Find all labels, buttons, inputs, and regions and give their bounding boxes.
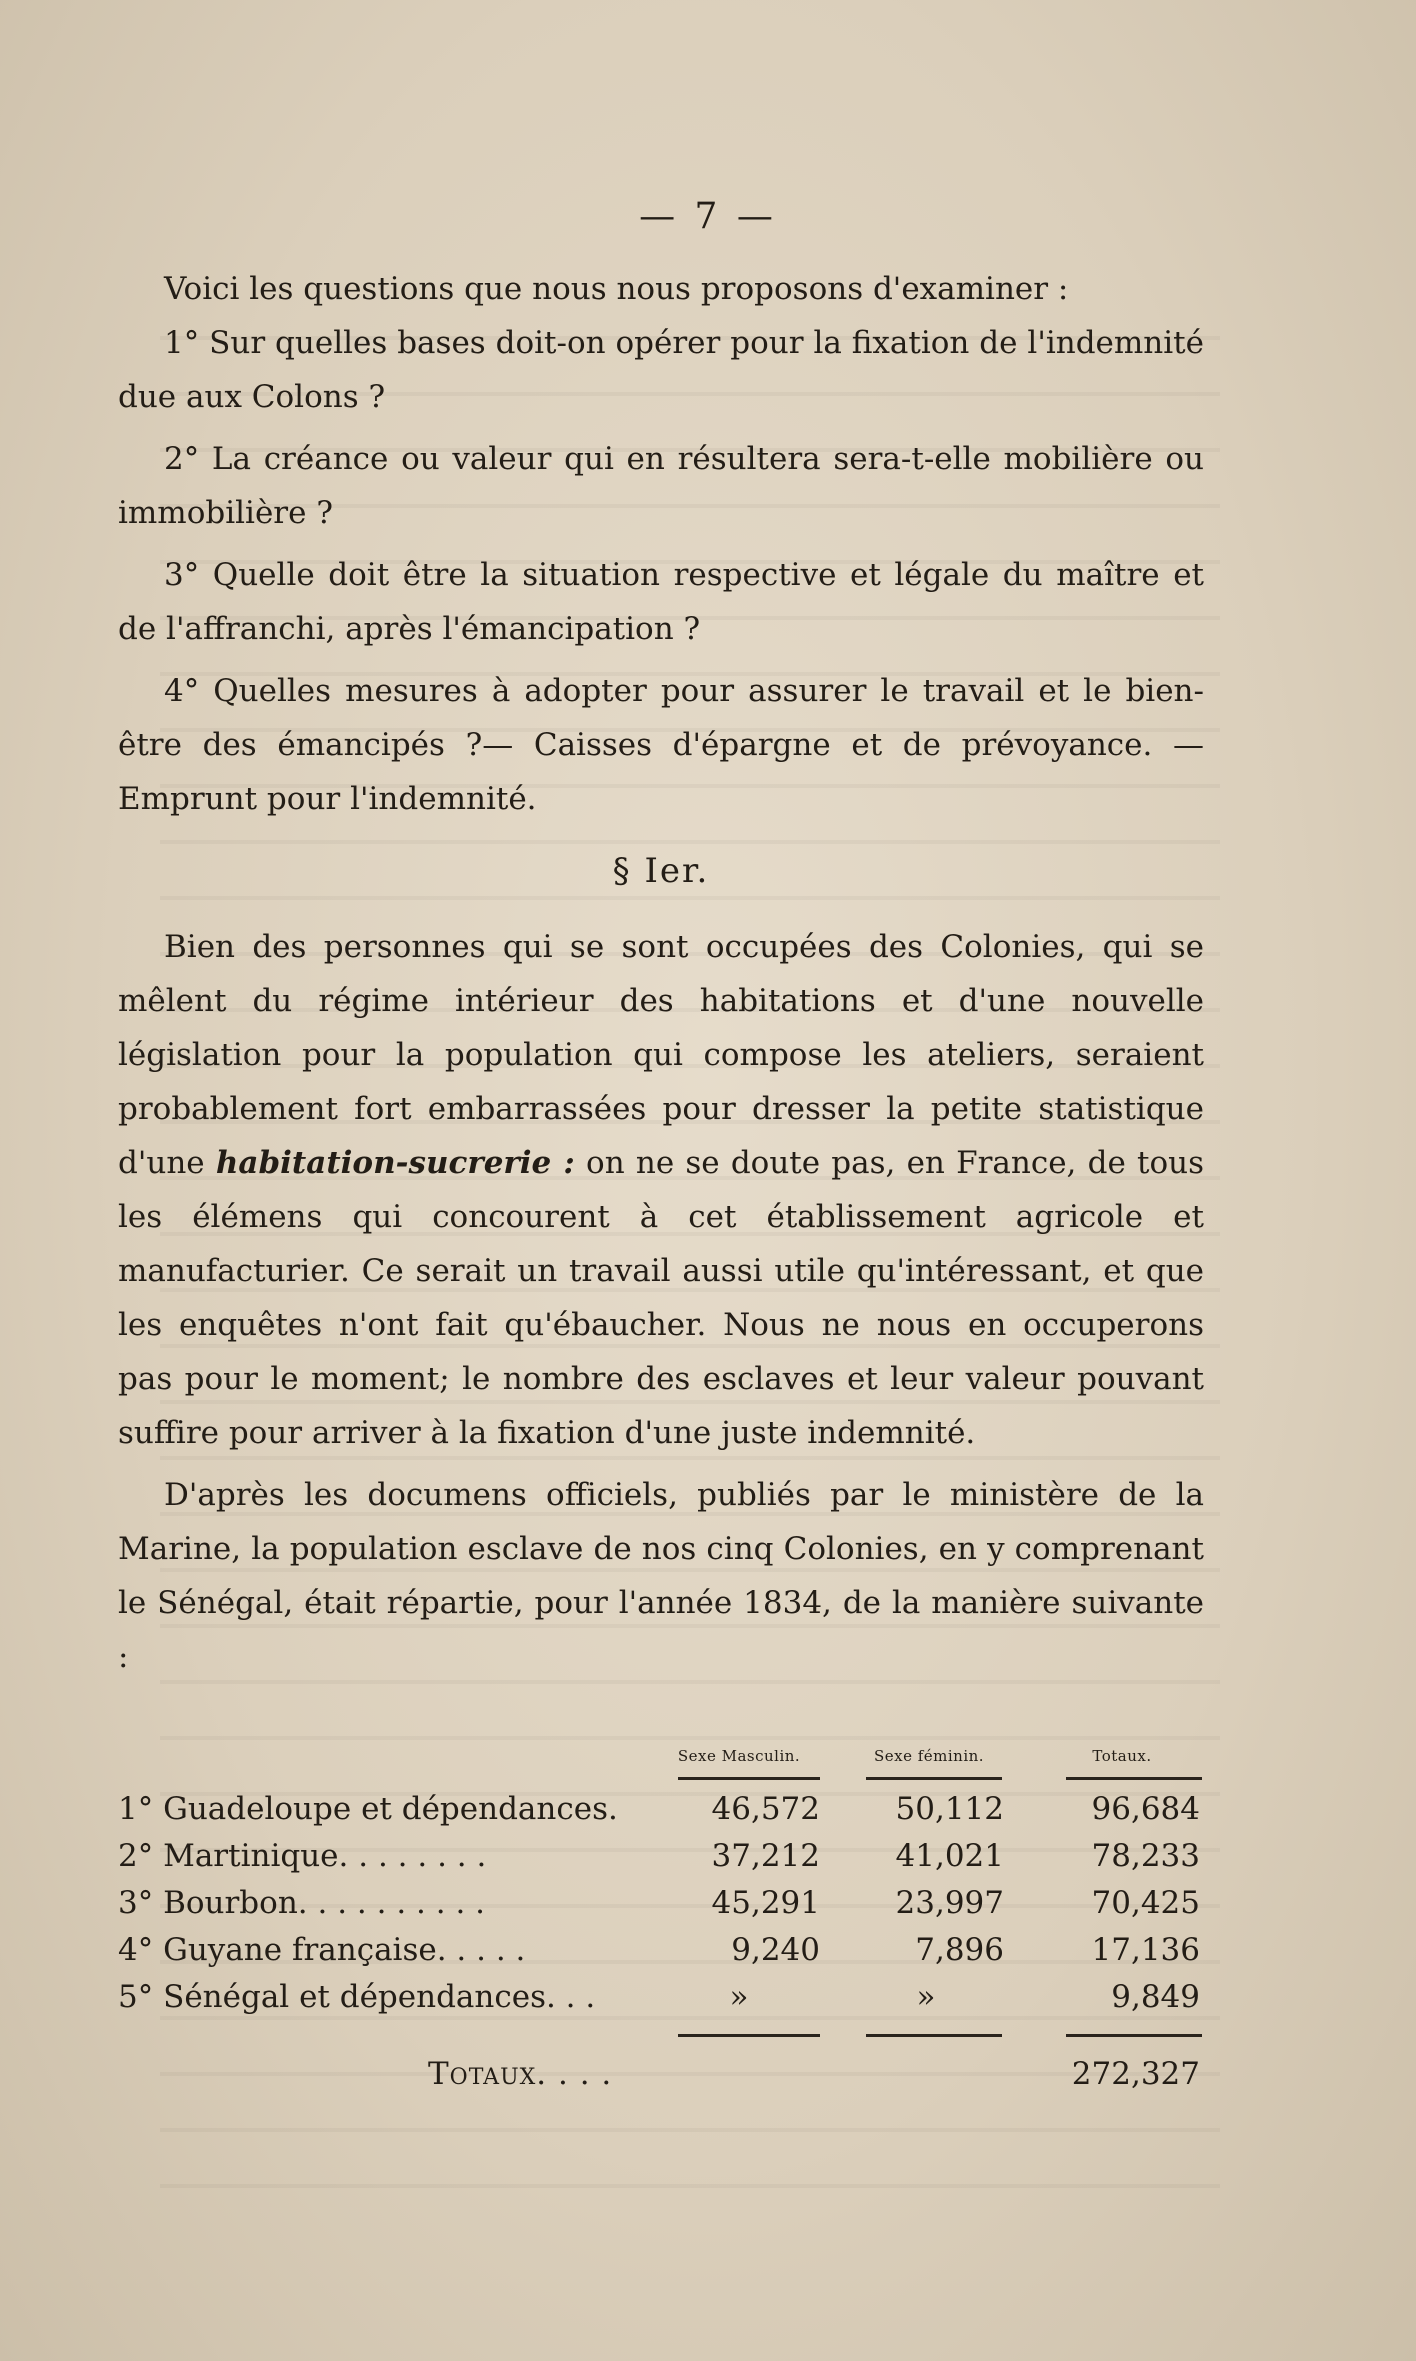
grand-total: 272,327 <box>1071 2056 1200 2092</box>
section-heading: § Ier. <box>612 851 710 891</box>
totals-rule-total <box>1066 2034 1202 2037</box>
row-female: 50,112 <box>895 1791 1004 1827</box>
paragraph-intro: Voici les questions que nous nous proposons d'examiner : <box>164 271 1069 307</box>
row-female: » <box>916 1979 936 2015</box>
totals-rule-female <box>866 2034 1002 2037</box>
totals-rules <box>118 2022 1204 2052</box>
table-row <box>118 1787 1204 1834</box>
totals-row <box>118 2052 1204 2102</box>
row-label: 3° Bourbon. . . . . . . . . . <box>118 1885 486 1921</box>
table-header <box>118 1733 1204 1787</box>
row-male: 45,291 <box>711 1885 820 1921</box>
table-row <box>118 1834 1204 1881</box>
row-label: 2° Martinique. . . . . . . . <box>118 1838 487 1874</box>
paragraph-habitation-emphasis: habitation-sucrerie : <box>215 1145 575 1181</box>
row-total: 17,136 <box>1091 1932 1200 1968</box>
row-male: 9,240 <box>731 1932 820 1968</box>
table-row <box>118 1928 1204 1975</box>
population-table <box>118 1733 1204 2102</box>
paragraph-habitation <box>118 920 1204 1460</box>
row-label: 4° Guyane française. . . . . <box>118 1932 526 1968</box>
table-row <box>118 1881 1204 1928</box>
row-label: 5° Sénégal et dépendances. . . <box>118 1979 596 2015</box>
header-rule-female <box>866 1777 1002 1780</box>
header-female: Sexe féminin. <box>873 1747 985 1765</box>
row-male: 37,212 <box>711 1838 820 1874</box>
totals-label: Totaux. . . . <box>428 2056 613 2092</box>
table-row <box>118 1975 1204 2022</box>
main-text <box>118 262 1204 1684</box>
question-2: 2° La créance ou valeur qui en résultera sera-t-elle mobilière ou immobilière ? <box>118 441 1204 531</box>
row-female: 23,997 <box>895 1885 1004 1921</box>
header-rule-male <box>678 1777 820 1780</box>
header-male: Sexe Masculin. <box>677 1747 801 1765</box>
row-male: 46,572 <box>711 1791 820 1827</box>
question-3: 3° Quelle doit être la situation respective et légale du maître et de l'affranchi, après l'émancipation ? <box>118 557 1204 647</box>
paragraph-documents: D'après les documens officiels, publiés par le ministère de la Marine, la population esclave de nos cinq Colonies, en y comprenant le Sénégal, était répartie, pour l'année 1834, de la manière suivante : <box>118 1477 1204 1675</box>
row-total: 9,849 <box>1111 1979 1200 2015</box>
page-number: — 7 — <box>639 196 777 237</box>
question-4: 4° Quelles mesures à adopter pour assurer le travail et le bien-être des émancipés ?— Caisses d'épargne et de prévoyance. — Emprunt pour l'indemnité. <box>118 673 1204 817</box>
paragraph-habitation-part-1: Bien des personnes qui se sont occupées des Colonies, qui se mêlent du régime intérieur des habitations et d'une nouvelle législation pour la population qui compose les ateliers, seraient probablement fort embarrassées pour dresser la petite statistique d'une <box>118 929 1204 1181</box>
row-total: 70,425 <box>1091 1885 1200 1921</box>
row-label: 1° Guadeloupe et dépendances. <box>118 1791 618 1827</box>
row-female: 7,896 <box>915 1932 1004 1968</box>
row-male: » <box>729 1979 749 2015</box>
header-rule-total <box>1066 1777 1202 1780</box>
row-total: 96,684 <box>1091 1791 1200 1827</box>
totals-rule-male <box>678 2034 820 2037</box>
question-1: 1° Sur quelles bases doit-on opérer pour la fixation de l'indemnité due aux Colons ? <box>118 325 1204 415</box>
row-total: 78,233 <box>1091 1838 1200 1874</box>
header-total: Totaux. <box>1092 1747 1152 1765</box>
paragraph-habitation-part-2: on ne se doute pas, en France, de tous les élémens qui concourent à cet établissement agricole et manufacturier. Ce serait un travail aussi utile qu'intéressant, et que les enquêtes n'ont fait qu'ébaucher. Nous ne nous en occuperons pas pour le moment; le nombre des esclaves et leur valeur pouvant suffire pour arriver à la fixation d'une juste indemnité. <box>118 1145 1204 1451</box>
row-female: 41,021 <box>895 1838 1004 1874</box>
